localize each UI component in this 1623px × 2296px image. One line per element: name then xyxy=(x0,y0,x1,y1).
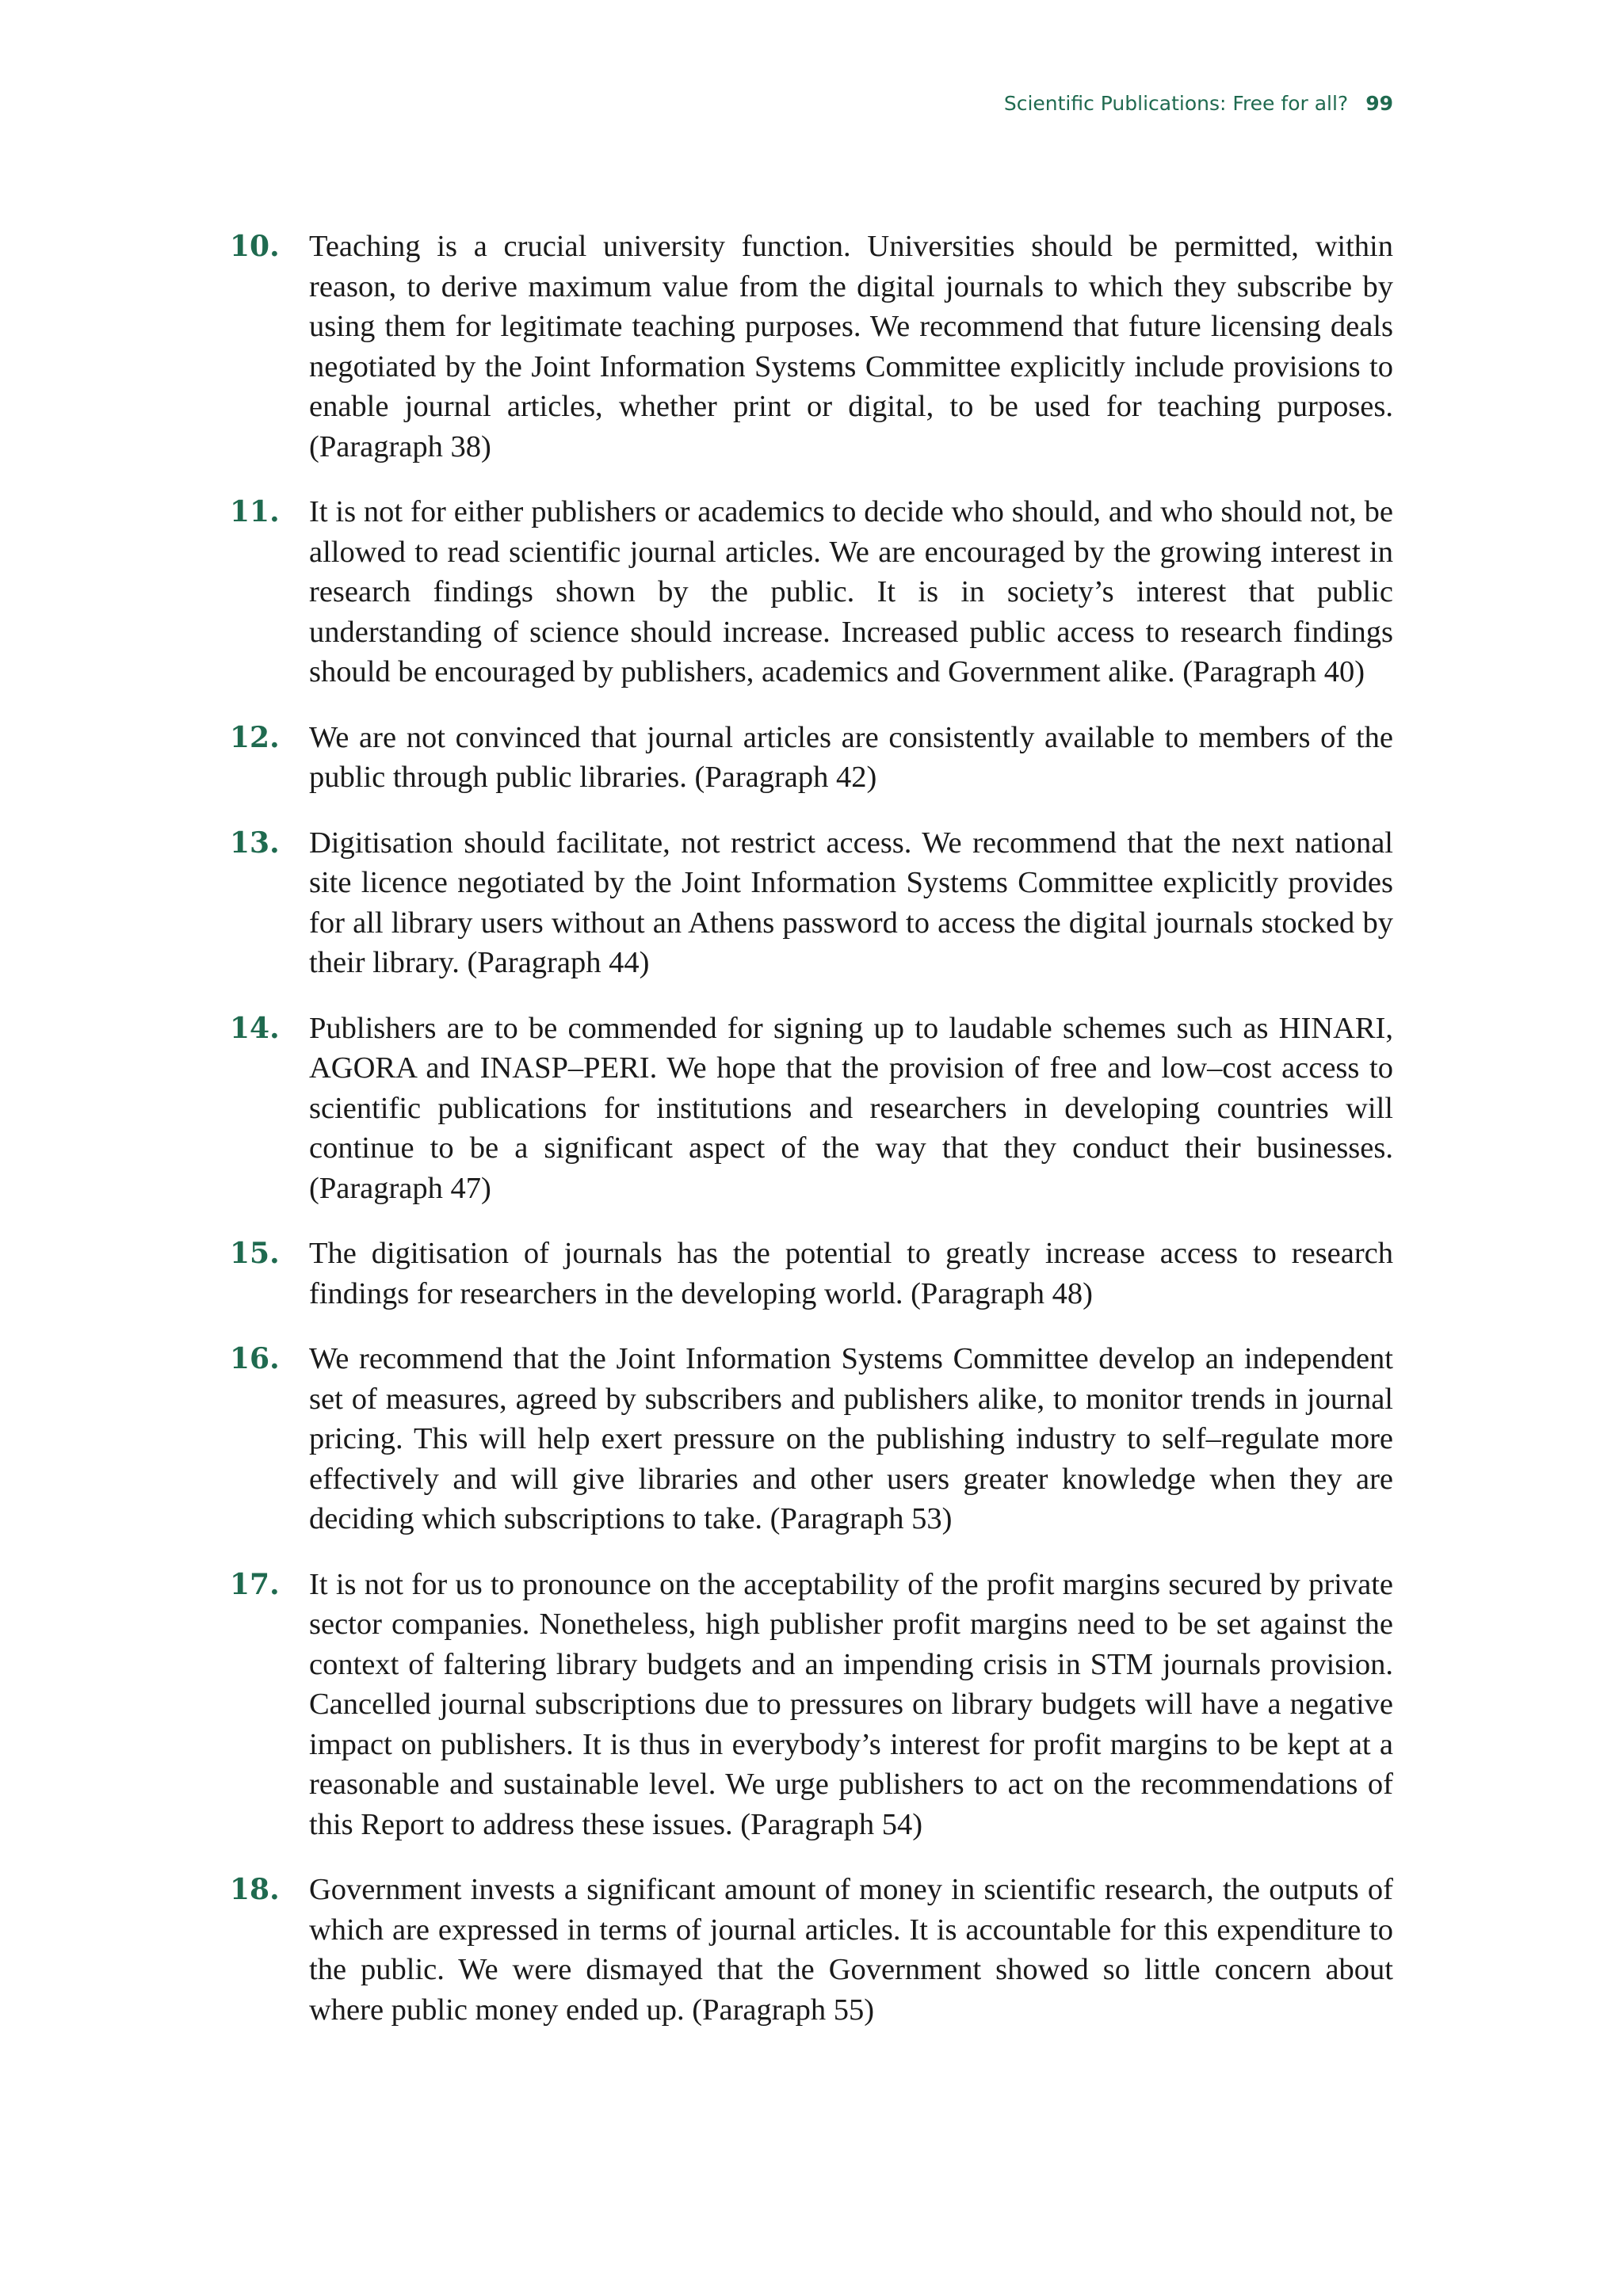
recommendation-number: 18. xyxy=(230,1873,280,1906)
recommendation-item xyxy=(230,1234,1393,1314)
page-number: 99 xyxy=(1365,92,1393,115)
recommendation-text: We are not convinced that journal articles are consistently available to members of the public through public libraries. (Paragraph 42) xyxy=(309,720,1393,794)
recommendation-text: Publishers are to be commended for signing up to laudable schemes such as HINARI, AGORA and INASP–PERI. We hope that the provision of free and low–cost access to scientific publications for institutions and researchers in developing countries will continue to be a significant aspect of the way that they conduct their businesses. (Paragraph 47) xyxy=(309,1011,1393,1205)
recommendation-text: We recommend that the Joint Information Systems Committee develop an independent set of measures, agreed by subscribers and publishers alike, to monitor trends in journal pricing. This will help exert pressure on the publishing industry to self–regulate more effectively and will give libraries and other users greater knowledge when they are deciding which subscriptions to take. (Paragraph 53) xyxy=(309,1342,1393,1535)
recommendation-number: 14. xyxy=(230,1011,280,1045)
recommendation-text: The digitisation of journals has the potential to greatly increase access to research findings for researchers in the developing world. (Paragraph 48) xyxy=(309,1237,1393,1310)
recommendation-number: 17. xyxy=(230,1567,280,1601)
recommendation-item xyxy=(230,1565,1393,1845)
recommendation-text: It is not for either publishers or academics to decide who should, and who should not, be allowed to read scientific journal articles. We are encouraged by the growing interest in research findings shown by the public. It is in society’s interest that public understanding of science should increase. Increased public access to research findings should be encouraged by publishers, academics and Government alike. (Paragraph 40) xyxy=(309,495,1393,688)
publication-title: Scientific Publications: Free for all? xyxy=(1003,92,1349,115)
recommendation-number: 13. xyxy=(230,826,280,860)
recommendation-text: Government invests a significant amount of money in scientific research, the outputs of which are expressed in terms of journal articles. It is accountable for this expenditure to the public. We were dismayed that the Government showed so little concern about where public money ended up. (Paragraph 55) xyxy=(309,1873,1393,2027)
recommendation-item xyxy=(230,823,1393,983)
running-header xyxy=(1004,92,1393,115)
recommendation-item xyxy=(230,227,1393,467)
recommendation-number: 15. xyxy=(230,1237,280,1270)
recommendation-item xyxy=(230,1870,1393,2030)
recommendation-number: 16. xyxy=(230,1342,280,1375)
recommendation-number: 10. xyxy=(230,230,280,263)
recommendation-item xyxy=(230,1009,1393,1209)
recommendation-item xyxy=(230,718,1393,798)
recommendation-number: 11. xyxy=(230,495,280,528)
recommendation-number: 12. xyxy=(230,720,280,754)
recommendation-text: It is not for us to pronounce on the acceptability of the profit margins secured by private sector companies. Nonetheless, high publisher profit margins need to be set against the context of faltering library budgets and an impending crisis in STM journals provision. Cancelled journal subscriptions due to pressures on library budgets will have a negative impact on publishers. It is thus in everybody’s interest for profit margins to be kept at a reasonable and sustainable level. We urge publishers to act on the recommendations of this Report to address these issues. (Paragraph 54) xyxy=(309,1567,1393,1841)
recommendations-list xyxy=(230,227,1393,2055)
recommendation-item xyxy=(230,492,1393,692)
recommendation-text: Digitisation should facilitate, not restrict access. We recommend that the next national site licence negotiated by the Joint Information Systems Committee explicitly provides for all library users without an Athens password to access the digital journals stocked by their library. (Paragraph 44) xyxy=(309,826,1393,979)
recommendation-item xyxy=(230,1339,1393,1539)
recommendation-text: Teaching is a crucial university function. Universities should be permitted, within reason, to derive maximum value from the digital journals to which they subscribe by using them for legitimate teaching purposes. We recommend that future licensing deals negotiated by the Joint Information Systems Committee explicitly include provisions to enable journal articles, whether print or digital, to be used for teaching purposes. (Paragraph 38) xyxy=(309,230,1393,463)
